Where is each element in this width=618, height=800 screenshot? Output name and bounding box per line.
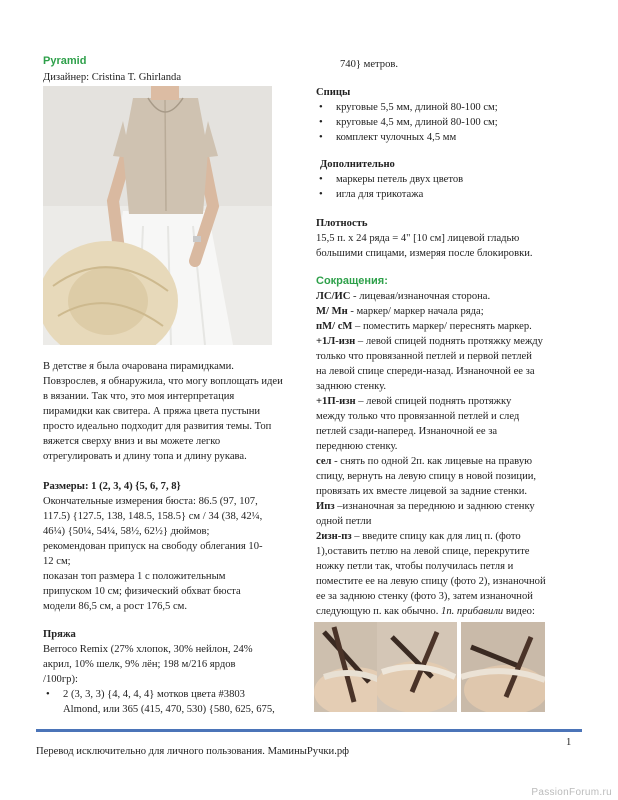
additional-label: Дополнительно [320,159,395,170]
needles-label: Спицы [316,87,351,98]
yarn-line: Berroco Remix (27% хлопок, 30% нейлон, 24% [43,644,253,655]
footer-rule [36,729,582,732]
page-number: 1 [566,737,572,748]
abbr-entry: +1Л-изн – левой спицей поднять протяжку между только что провязанной петлей и первой петлей на левой спице спереди-назад. Изнаночной ее за заднюю стенку. [316,336,543,392]
needles-item: • комплект чулочных 4,5 мм [316,130,596,145]
footer-note: Перевод исключительно для личного пользования. МаминыРучки.рф [36,746,350,757]
abbreviations-section [316,274,606,619]
model-photo [43,86,272,345]
abbr-entry: сел - снять по одной 2п. как лицевые на правую спицу, вернуть на левую спицу в новой позиции, провязать их вместе лицевой за задние стенки. [316,456,537,497]
sizes-line: модели 86,5 см, а рост 176,5 см. [43,601,188,612]
additional-item: • маркеры петель двух цветов [316,172,600,187]
yarn-line: /100гр): [43,674,78,685]
abbreviations-label: Сокращения: [316,275,388,287]
gauge-label: Плотность [316,218,368,229]
abbr-entry: М/ Мн - маркер/ маркер начала ряда; [316,306,484,317]
sizes-line: рекомендован припуск на свободу облегания 10- [43,541,263,552]
sizes-line: 46¼) {50¼, 54¼, 58½, 62½} дюймов; [43,526,210,537]
intro-paragraph: В детстве я была очарована пирамидками. Повзрослев, я обнаружила, что могу воплощать идеи в вязании. Так что, это моя интерпретация пирамидки как свитера. А пряжа цвета пустыни просто идеально подходит для развития темы. Топ вяжется сверху вниз и вы можете легко отрегулировать и длину топа и длину рукава. [43,361,283,462]
designer-line: Дизайнер: Cristina T. Ghirlanda [43,72,182,83]
step-photo-3 [461,622,545,712]
step-photo-2 [377,622,457,712]
yarn-section [43,627,308,717]
gauge-section [316,216,601,261]
pattern-title: Pyramid [43,55,87,67]
needles-section [316,85,596,145]
additional-item: • игла для трикотажа [316,187,600,202]
sizes-values: 1 (2, 3, 4) {5, 6, 7, 8} [91,481,181,492]
gauge-line: 15,5 п. х 24 ряда = 4" [10 см] лицевой гладью [316,233,520,244]
needles-item: • круговые 5,5 мм, длиной 80-100 см; [316,100,596,115]
sizes-line: припуском 10 см; физический обхват бюста [43,586,241,597]
yarn-line: акрил, 10% шелк, 9% лён; 198 м/216 ярдов [43,659,236,670]
needles-item: • круговые 4,5 мм, длиной 80-100 см; [316,115,596,130]
sizes-line: 117.5) {127.5, 138, 148.5, 158.5} см / 34 (38, 42¼, [43,511,263,522]
abbr-entry: 2изн-пз – введите спицу как для лиц п. (фото 1),оставить петлю на левой спице, перекрутите ножку петли так, чтобы получилась петля и поместите ее на левую спицу (фото 2), изнаночной ее за заднюю стенку (фото 3), затем изнаночной следующую п. как обычно. 1п. прибавили видео: [316,531,546,617]
abbr-entry: +1П-изн – левой спицей поднять протяжку между только что провязанной петлей и след петлей сзади-наперед. Изнаночной ее за переднюю стенку. [316,396,520,452]
abbr-entry: ЛС/ИС - лицевая/изнаночная сторона. [316,291,491,302]
sizes-label: Размеры [43,481,85,492]
yarn-continuation: 740} метров. [340,59,399,70]
sizes-line: показан топ размера 1 с положительным [43,571,226,582]
gauge-line: большими спицами, измеряя после блокировки. [316,248,533,259]
sizes-line: Окончательные измерения бюста: 86.5 (97, 107, [43,496,258,507]
additional-section [320,157,600,202]
watermark: PassionForum.ru [531,787,612,798]
sizes-line: 12 см; [43,556,71,567]
yarn-bullet: • 2 (3, 3, 3) {4, 4, 4, 4} мотков цвета #3803 Almond, или 365 (415, 470, 530) {580, 625, 675, [43,687,308,717]
sizes-section: Размеры: 1 (2, 3, 4) {5, 6, 7, 8} Окончательные измерения бюста: 86.5 (97, 107, 117.5) {127.5, 138, 148.5, 158.5} см / 34 (38, 42¼, 46¼) {50¼, 54¼, 58½, 62½} дюймов; рекомендован припуск на свободу облегания 10- 12 см; показан топ размера 1 с положительным припуском 10 см; физический обхват бюста модели 86,5 см, а рост 176,5 см. [43,479,293,614]
abbr-entry: пМ/ сМ – поместить маркер/ переснять маркер. [316,321,532,332]
abbr-entry: Ипз –изнаночная за переднюю и заднюю стенку одной петли [316,501,535,527]
yarn-label: Пряжа [43,629,76,640]
